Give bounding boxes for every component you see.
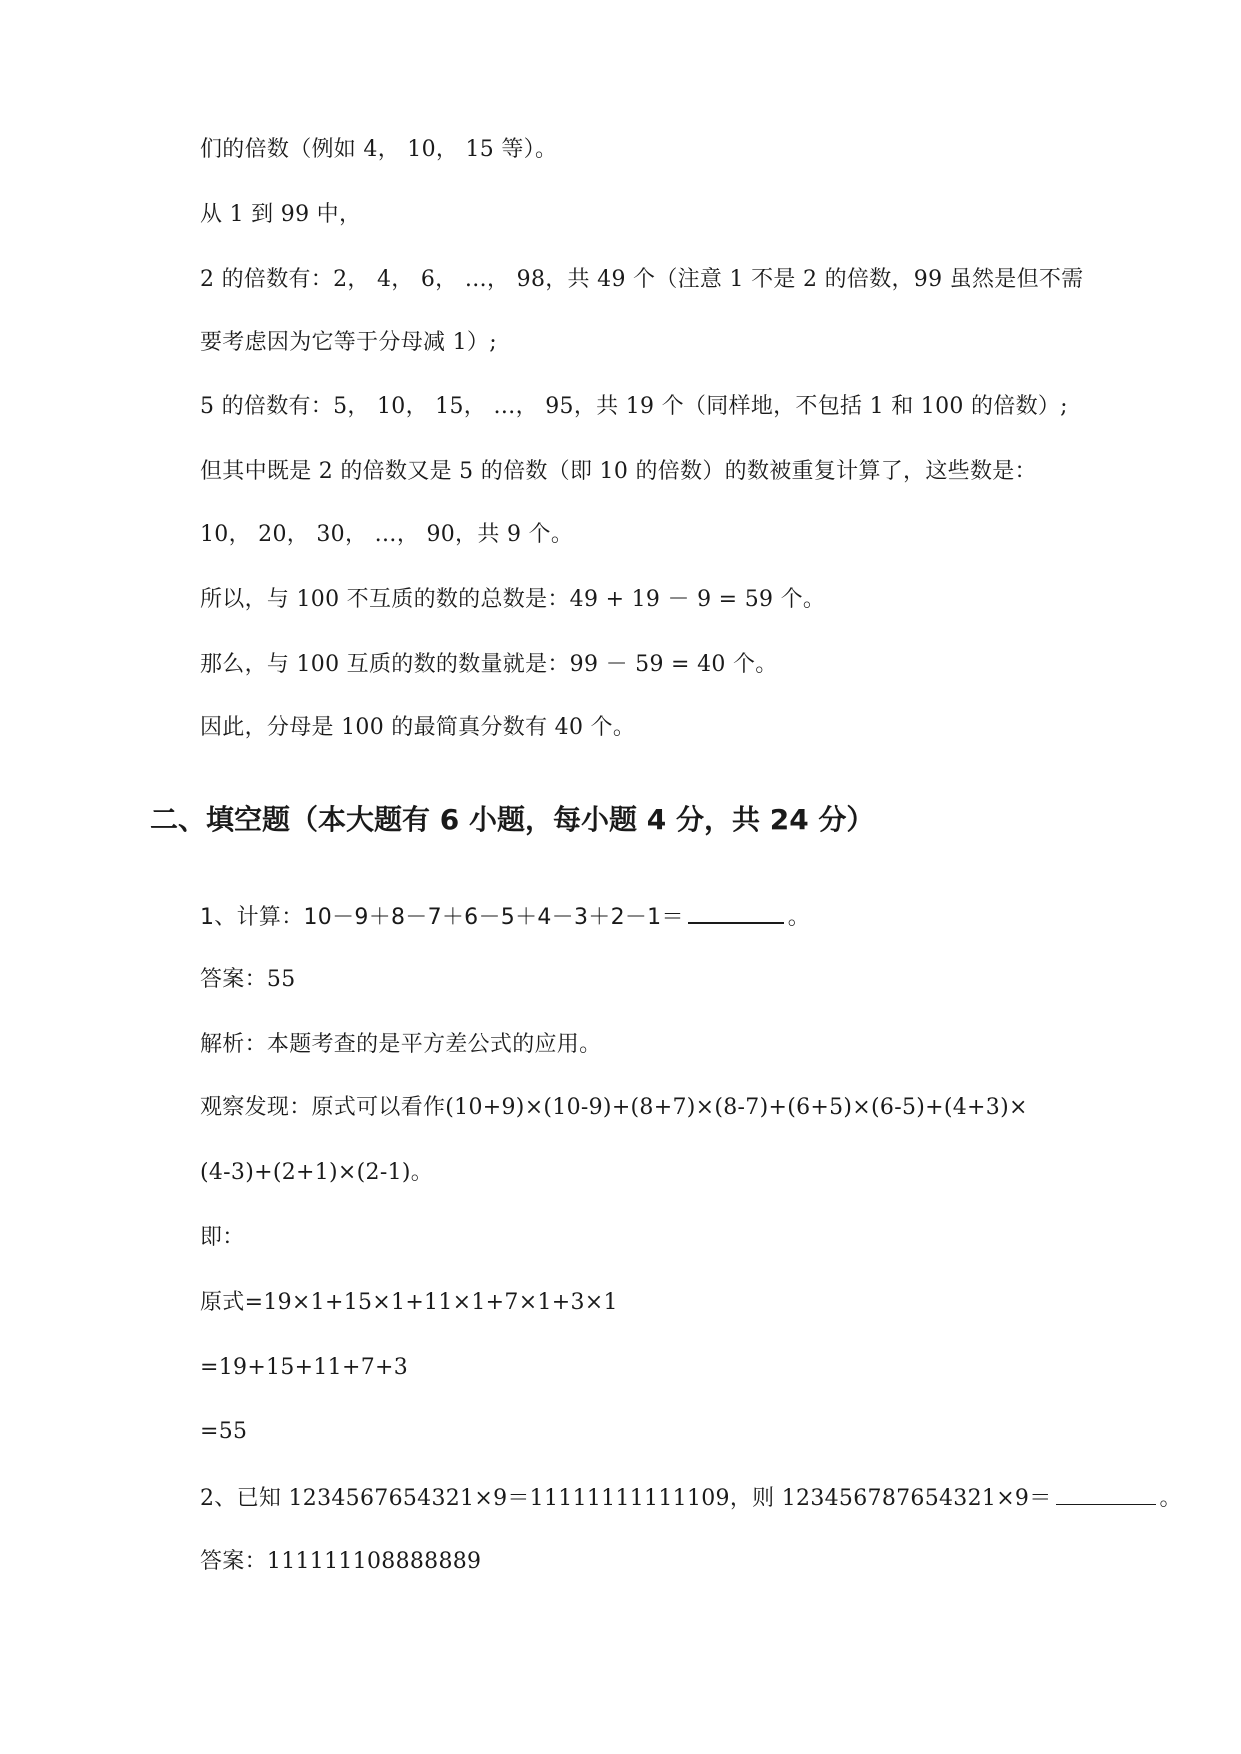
solution-line-7: 10， 20， 30， …， 90，共 9 个。 <box>200 522 574 547</box>
solution-line-2: 从 1 到 99 中， <box>200 202 362 227</box>
question-1-analysis: 解析：本题考查的是平方差公式的应用。 <box>200 1032 602 1057</box>
question-1-answer: 答案：55 <box>200 967 296 992</box>
question-1 <box>200 900 810 933</box>
solution-line-8: 所以，与 100 不互质的数的总数是：49 + 19 － 9 = 59 个。 <box>200 587 826 612</box>
question-1-observe-line-1: 观察发现：原式可以看作(10+9)×(10-9)+(8+7)×(8-7)+(6+5)×(6-5)+(4+3)× <box>200 1095 1028 1120</box>
question-1-step-2: =19+15+11+7+3 <box>200 1355 409 1380</box>
question-1-suffix: 。 <box>787 905 811 930</box>
question-1-prompt: 1、计算：10－9＋8－7＋6－5＋4－3＋2－1＝ <box>200 905 684 930</box>
solution-line-9: 那么，与 100 互质的数的数量就是：99 － 59 = 40 个。 <box>200 652 778 677</box>
solution-line-5: 5 的倍数有：5， 10， 15， …， 95，共 19 个（同样地，不包括 1 和 100 的倍数）; <box>200 394 1068 419</box>
question-2-blank <box>1056 1482 1156 1505</box>
solution-line-1: 们的倍数（例如 4， 10， 15 等）。 <box>200 137 558 162</box>
section-heading: 二、填空题（本大题有 6 小题，每小题 4 分，共 24 分） <box>150 803 875 836</box>
solution-line-4: 要考虑因为它等于分母减 1）; <box>200 330 497 355</box>
question-2-prompt: 2、已知 1234567654321×9＝11111111111109，则 123456787654321×9＝ <box>200 1486 1052 1511</box>
solution-line-6: 但其中既是 2 的倍数又是 5 的倍数（即 10 的倍数）的数被重复计算了，这些数是： <box>200 459 1037 484</box>
question-1-step-3: =55 <box>200 1419 248 1444</box>
solution-line-10: 因此，分母是 100 的最简真分数有 40 个。 <box>200 715 636 740</box>
question-1-blank <box>688 900 784 924</box>
question-2 <box>200 1482 1182 1514</box>
question-1-ji: 即： <box>200 1225 245 1250</box>
question-1-observe-line-2: (4-3)+(2+1)×(2-1)。 <box>200 1160 434 1185</box>
question-2-answer: 答案：111111108888889 <box>200 1549 482 1574</box>
question-2-suffix: 。 <box>1159 1486 1182 1511</box>
question-1-step-1: 原式=19×1+15×1+11×1+7×1+3×1 <box>200 1290 618 1315</box>
solution-line-3: 2 的倍数有：2， 4， 6， …， 98，共 49 个（注意 1 不是 2 的倍数，99 虽然是但不需 <box>200 267 1084 292</box>
